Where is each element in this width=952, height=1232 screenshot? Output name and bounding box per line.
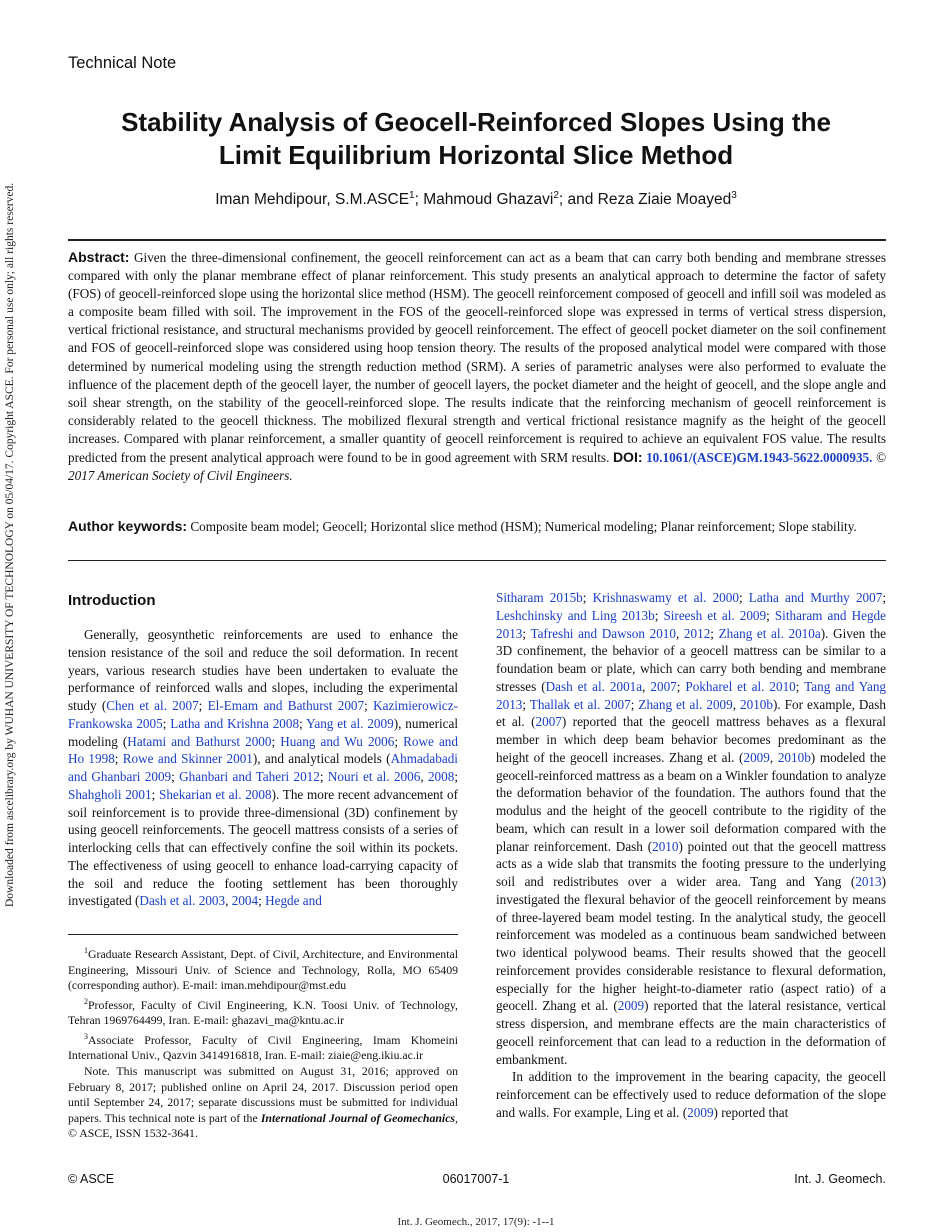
author-2-affil: 2 xyxy=(553,190,559,201)
footnote-rule xyxy=(68,934,458,935)
citation-link[interactable]: Shekarian et al. 2008 xyxy=(158,786,272,802)
citation-link[interactable]: 2008 xyxy=(427,769,455,784)
citation-link[interactable]: Latha and Krishna 2008 xyxy=(170,715,300,731)
intro-paragraph-1: Generally, geosynthetic reinforcements are used to enhance the tension resistance of the soil and reduce the soil deformation. In recent years, various research studies have been undertaken to evaluate the performance of reinforced walls and slopes, including the experimental study (Chen et al. 2007; El-Emam and Bathurst 2007; Kazimierowicz-Frankowska 2005; Latha and Krishna 2008; Yang et al. 2009), numerical modeling (Hatami and Bathurst 2000; Huang and Wu 2006; Rowe and Ho 1998; Rowe and Skinner 2001), and analytical models (Ahmadabadi and Ghanbari 2009; Ghanbari and Taheri 2012; Nouri et al. 2006, 2008; Shahgholi 2001; Shekarian et al. 2008). The more recent advancement of soil reinforcement is to provide three-dimensional (3D) confinement by using geocell reinforcements. The geocell mattress consists of a series of interlocking cells that can effectively confine the soil within its pockets. The effectiveness of using geocell to enhance load-carrying capacity of the soil and reduce the footing settlement has been thoroughly investigated (Dash et al. 2003, 2004; Hegde and xyxy=(68,627,459,909)
citation-link[interactable]: Shahgholi 2001 xyxy=(68,786,152,802)
left-column xyxy=(68,626,458,910)
citation-link[interactable]: 2007 xyxy=(535,714,562,730)
intro-heading: Introduction xyxy=(68,592,156,609)
citation-link[interactable]: Ahmadabadi and Ghanbari 2009 xyxy=(68,751,458,784)
citation-link[interactable]: El-Emam and Bathurst 2007 xyxy=(207,698,365,713)
citation-link[interactable]: 2013 xyxy=(855,874,882,889)
footnote-2-text: Professor, Faculty of Civil Engineering, K.N. Toosi Univ. of Technology, Tehran 1969764499, Iran. E-mail: ghazavi_ma@kntu.ac.ir xyxy=(68,997,458,1028)
citation-link[interactable]: Chen et al. 2007 xyxy=(106,698,199,713)
author-3: Reza Ziaie Moayed xyxy=(597,191,732,209)
author-1-affil: 1 xyxy=(409,190,415,201)
citation-link[interactable]: Hegde and xyxy=(265,893,322,909)
intro-paragraph-2: In addition to the improvement in the bearing capacity, the geocell reinforcement can be effectively used to reduce deformation of the slope and walls. For example, Ling et al. (2009) reported that xyxy=(496,1069,886,1120)
citation-link[interactable]: Leshchinsky and Ling 2013b xyxy=(496,607,655,623)
citation-link[interactable]: Kazimierowicz-Frankowska 2005 xyxy=(68,698,459,731)
citation-link[interactable]: Sireesh et al. 2009 xyxy=(663,607,767,623)
citation-link[interactable]: Rowe and Ho 1998 xyxy=(68,733,458,767)
citation-link[interactable]: Pokharel et al. 2010 xyxy=(685,678,796,694)
footnote-1 xyxy=(68,943,458,994)
author-1: Iman Mehdipour, S.M.ASCE xyxy=(215,191,410,209)
footnote-3 xyxy=(68,1029,458,1064)
keywords-label: Author keywords: xyxy=(68,518,188,534)
citation-line: Int. J. Geomech., 2017, 17(9): -1--1 xyxy=(397,1216,555,1228)
title-line-2: Limit Equilibrium Horizontal Slice Method xyxy=(218,140,734,170)
copyright-text: © 2017 American Society of Civil Engineers. xyxy=(68,450,887,484)
citation-link[interactable]: Hatami and Bathurst 2000 xyxy=(127,733,272,749)
citation-link[interactable]: Tafreshi and Dawson 2010 xyxy=(530,625,676,641)
citation-link[interactable]: Nouri et al. 2006 xyxy=(327,769,421,784)
author-sep: ; and xyxy=(558,191,598,209)
footnote-1-text: Graduate Research Assistant, Dept. of Civil, Architecture, and Environmental Engineering, Missouri Univ. of Science and Technology, Rolla, MO 65409 (corresponding author). E-mail: iman.mehdipour@mst.edu xyxy=(68,946,458,993)
note-text: Note. This manuscript was submitted on August 31, 2016; approved on February 8, 2017; published online on April 24, 2017. Discussion period open until September 24, 2017; separate discussions must be submitted for individual papers. This technical note is part of the xyxy=(68,1063,458,1125)
submission-note xyxy=(68,1064,458,1142)
abstract-label: Abstract: xyxy=(68,249,130,265)
citation-link[interactable]: Dash et al. 2003 xyxy=(139,893,226,909)
footnote-2-mark: 2 xyxy=(84,996,88,1006)
citation-link[interactable]: Huang and Wu 2006 xyxy=(280,733,395,749)
citation-link[interactable]: Tang and Yang 2013 xyxy=(496,678,887,712)
abstract-text: Given the three-dimensional confinement, the geocell reinforcement can act as a beam that can carry both bending and membrane stresses compared with only the planar membrane effect of planar reinforcement. This study presents an analytical approach to determine the factor of safety (FOS) of geocell-reinforced slope using the horizontal slice method (HSM). The geocell reinforcement composed of geocell and infill soil was modeled as a composite beam filled with soil. The improvement in the FOS of the geocell-reinforced slope was expressed in terms of vertical stress dispersion, vertical frictional resistance, and structural mechanisms provided by geocell reinforcement. The effect of geocell pocket diameter on the soil confinement and FOS of geocell-reinforced slope was considered using hoop tension theory. The results of the proposed analytical model were compared with those determined by numerical modeling using the strength reduction method (SRM). A series of parametric analyses were also performed to evaluate the influence of the placement depth of the geocell layer, the number of geocell layers, the pocket diameter and the height of geocell, and the slope angle and soil shear strength, on the stability of the geocell-reinforced slope. The results indicate that the reinforcing mechanism of geocell reinforcement is considerably related to the geocell thickness. The mobilized flexural strength and vertical frictional resistance magnify as the height of the geocell increases. Compared with planar reinforcement, a smaller quantity of geocell reinforcement is required to achieve an equivalent FOS value. The results predicted from the present analytical approach were found to be in good agreement with SRM results. xyxy=(68,250,886,466)
author-3-affil: 3 xyxy=(731,190,737,201)
citation-link[interactable]: 2009 xyxy=(743,749,770,765)
right-column xyxy=(496,589,886,1122)
citation-link[interactable]: Dash et al. 2001a xyxy=(545,678,643,694)
citation-link[interactable]: Latha and Murthy 2007 xyxy=(748,590,883,605)
footer-center: 06017007-1 xyxy=(442,1172,510,1186)
citation-link[interactable]: Rowe and Skinner 2001 xyxy=(122,751,253,767)
citation-link[interactable]: Zhang et al. 2009 xyxy=(638,696,733,712)
author-list xyxy=(60,190,892,209)
keywords-text: Composite beam model; Geocell; Horizontal slice method (HSM); Numerical modeling; Planar reinforcement; Slope stability. xyxy=(190,519,857,534)
citation-link[interactable]: 2010b xyxy=(740,696,773,712)
doi-label: DOI: xyxy=(612,449,643,466)
doi-link[interactable]: 10.1061/(ASCE)GM.1943-5622.0000935. xyxy=(646,450,873,466)
citation-link[interactable]: 2012 xyxy=(683,625,711,641)
citation-link[interactable]: Sitharam 2015b xyxy=(496,590,583,605)
footnote-2 xyxy=(68,994,458,1029)
citation-link[interactable]: 2007 xyxy=(650,678,677,694)
footnote-3-text: Associate Professor, Faculty of Civil Engineering, Imam Khomeini International Univ., Qazvin 3414916818, Iran. E-mail: ziaie@eng.ikiu.ac.ir xyxy=(68,1032,458,1063)
citation-link[interactable]: Krishnaswamy et al. 2000 xyxy=(592,590,739,605)
keywords xyxy=(68,517,886,536)
citation-link[interactable]: 2010 xyxy=(652,838,679,854)
author-sep: ; xyxy=(414,191,424,209)
footnote-1-mark: 1 xyxy=(84,946,88,955)
citation-link[interactable]: Ghanbari and Taheri 2012 xyxy=(179,769,320,784)
citation-link[interactable]: 2009 xyxy=(687,1104,714,1120)
note-end: , © ASCE, ISSN 1532-3641. xyxy=(68,1110,458,1141)
citation-link[interactable]: 2010b xyxy=(777,749,811,765)
abstract-top-rule xyxy=(68,239,886,241)
citation-link[interactable]: Thallak et al. 2007 xyxy=(529,696,631,712)
footer-right: Int. J. Geomech. xyxy=(794,1172,886,1186)
footnote-3-mark: 3 xyxy=(84,1031,88,1041)
journal-name: International Journal of Geomechanics xyxy=(260,1110,456,1125)
title-line-1: Stability Analysis of Geocell-Reinforced Slopes Using the xyxy=(121,107,831,137)
citation-link[interactable]: 2009 xyxy=(617,998,645,1014)
author-2: Mahmoud Ghazavi xyxy=(423,191,554,209)
paper-title xyxy=(60,106,892,172)
intro-paragraph-1-cont: Sitharam 2015b; Krishnaswamy et al. 2000; Latha and Murthy 2007; Leshchinsky and Ling 2013b; Sireesh et al. 2009; Sitharam and Hegde 2013; Tafreshi and Dawson 2010, 2012; Zhang et al. 2010a). Given the 3D confinement, the behavior of a geocell mattress can be similar to a foundation beam or plate, which can carry both bending and membrane stresses (Dash et al. 2001a, 2007; Pokharel et al. 2010; Tang and Yang 2013; Thallak et al. 2007; Zhang et al. 2009, 2010b). For example, Dash et al. (2007) reported that the geocell mattress behaves as a flexural member in which deep beam behavior becomes predominant as the height of the geocell increases. Zhang et al. (2009, 2010b) modeled the geocell-reinforced mattress as a beam on a Winkler foundation to analyze the deformation behavior of the foundation. The authors found that the modulus and the height of the geocell contribute to the rigidity of the beam, which can result in a lower soil deformation compared with the planar reinforcement. Dash (2010) pointed out that the geocell mattress acts as a wide slab that transmits the footing pressure to the underlying soil and redistributes over a wider area. Tang and Yang (2013) investigated the flexural behavior of the geocell reinforcement by means of three-layered beam model testing. In the analytical study, the geocell reinforcement was modeled as a continuous beam sandwiched between two identical polywood beams. Their results showed that the geocell reinforcement provides considerable resistance to flexural deformation, especially for the higher height-to-diameter ratio (aspect ratio) of a geocell. Zhang et al. (2009) reported that the lateral resistance, vertical stress dispersion, and membrane effects are the main characteristics of geocell reinforcement that can lead to a reduction in the deformation of embankment. xyxy=(496,590,887,1067)
abstract xyxy=(68,248,886,485)
citation-link[interactable]: Sitharam and Hegde 2013 xyxy=(496,607,886,641)
citation-link[interactable]: Yang et al. 2009 xyxy=(306,715,394,731)
section-label: Technical Note xyxy=(68,54,177,72)
footnotes xyxy=(68,943,458,1142)
download-sidebar: Downloaded from ascelibrary.org by WUHAN UNIVERSITY OF TECHNOLOGY on 05/04/17. Copyright ASCE. For personal use only; all rights reserved. xyxy=(4,182,16,907)
keywords-bottom-rule xyxy=(68,560,886,561)
citation-link[interactable]: Zhang et al. 2010a xyxy=(718,625,821,641)
footer-left: © ASCE xyxy=(68,1172,115,1186)
citation-link[interactable]: 2004 xyxy=(231,893,259,909)
